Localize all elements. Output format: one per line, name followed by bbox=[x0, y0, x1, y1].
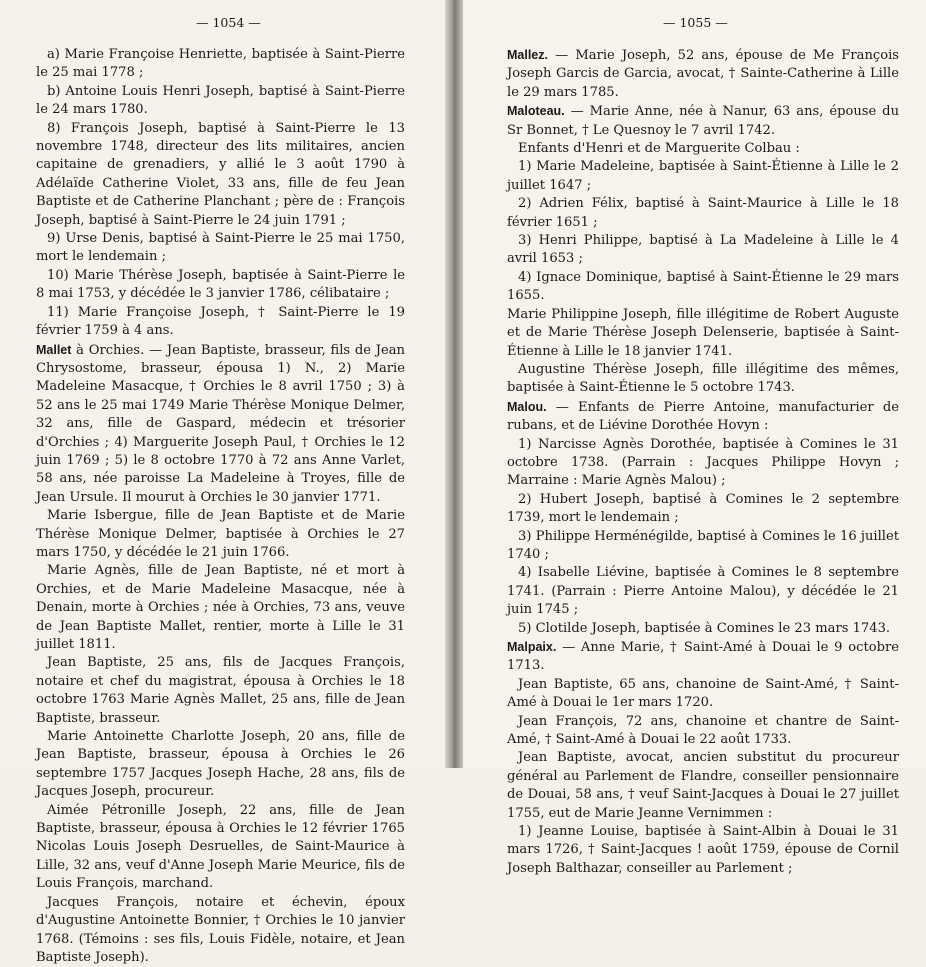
paragraph: 4) Ignace Dominique, baptisé à Saint-Étienne le 29 mars 1655. bbox=[507, 269, 899, 304]
right-page-number: — 1055 — bbox=[663, 15, 728, 30]
paragraph: 4) Isabelle Liévine, baptisée à Comines le 8 septembre 1741. (Parrain : Pierre Antoine Malou), y décédée le 21 juin 1745 ; bbox=[507, 565, 899, 618]
malou-entry bbox=[507, 398, 899, 436]
paragraph: Marie Isbergue, fille de Jean Baptiste et de Marie Thérèse Monique Delmer, baptisée à Orchies le 27 mars 1750, y décédée le 21 juin 1766. bbox=[36, 508, 405, 560]
paragraph: Jean Baptiste, 25 ans, fils de Jacques François, notaire et chef du magistrat, épousa à Orchies le 18 octobre 1763 Marie Agnès Mallet, 25 ans, fille de Jean Baptiste, brasseur. bbox=[36, 655, 405, 726]
paragraph: 10) Marie Thérèse Joseph, baptisée à Saint-Pierre le 8 mai 1753, y décédée le 3 janvier 1786, célibataire ; bbox=[36, 267, 405, 302]
maloteau-text: — Marie Anne, née à Nanur, 63 ans, épouse du Sr Bonnet, † Le Quesnoy le 7 avril 1742. bbox=[507, 104, 899, 138]
paragraph: Marie Agnès, fille de Jean Baptiste, né et mort à Orchies, et de Marie Madeleine Masacque, née à Denain, morte à Orchies ; née à Orchies, 73 ans, veuve de Jean Baptiste Mallet, rentier, morte à Lille le 31 juillet 1811. bbox=[36, 563, 405, 652]
right-page bbox=[463, 0, 926, 876]
maloteau-heading: Maloteau. bbox=[507, 104, 565, 119]
malou-heading: Malou. bbox=[507, 399, 547, 414]
book-gutter bbox=[445, 0, 463, 768]
paragraph: 1) Jeanne Louise, baptisée à Saint-Albin à Douai le 31 mars 1726, † Saint-Jacques ! août 1759, épouse de Cornil Joseph Balthazar, conseiller au Parlement ; bbox=[507, 824, 899, 876]
left-page-number: — 1054 — bbox=[196, 15, 261, 30]
paragraph: Jean Baptiste, 65 ans, chanoine de Saint-Amé, † Saint-Amé à Douai le 1er mars 1720. bbox=[507, 676, 899, 711]
maloteau-entry bbox=[507, 102, 899, 140]
paragraph: 9) Urse Denis, baptisé à Saint-Pierre le 25 mai 1750, mort le lendemain ; bbox=[36, 231, 405, 265]
malpaix-heading: Malpaix. bbox=[507, 640, 557, 654]
malou-text: — Enfants de Pierre Antoine, manufacturier de rubans, et de Liévine Dorothée Hovyn : bbox=[507, 399, 899, 434]
mallet-heading: Mallet bbox=[36, 342, 72, 357]
paragraph: Enfants d'Henri et de Marguerite Colbau : bbox=[518, 141, 800, 157]
paragraph: 1) Marie Madeleine, baptisée à Saint-Étienne à Lille le 2 juillet 1647 ; bbox=[507, 159, 899, 193]
mallez-heading: Mallez. bbox=[507, 48, 548, 62]
mallez-entry bbox=[507, 46, 899, 102]
paragraph: Augustine Thérèse Joseph, fille illégitime des mêmes, baptisée à Saint-Étienne le 5 octobre 1743. bbox=[507, 361, 899, 396]
paragraph: 2) Adrien Félix, baptisé à Saint-Maurice à Lille le 18 février 1651 ; bbox=[507, 196, 899, 230]
mallez-text: — Marie Joseph, 52 ans, épouse de Me François Joseph Garcis de Garcia, avocat, † Sainte-Catherine à Lille le 29 mars 1785. bbox=[507, 48, 899, 100]
mallet-text: à Orchies. — Jean Baptiste, brasseur, fils de Jean Chrysostome, brasseur, épousa 1) N., 2) Marie Madeleine Masacque, † Orchies le 8 avril 1750 ; 3) à 52 ans le 25 mai 1749 Marie Thérèse Monique Delmer, 32 ans, fille de Gaspard, médecin et trésorier d'Orchies ; 4) Marguerite Joseph Paul, † Orchies le 12 juin 1769 ; 5) le 8 octobre 1770 à 72 ans Anne Varlet, 58 ans, née paroisse La Madeleine à Troyes, fille de Jean Ursule. Il mourut à Orchies le 30 janvier 1771. bbox=[36, 342, 405, 505]
paragraph: 2) Hubert Joseph, baptisé à Comines le 2 septembre 1739, mort le lendemain ; bbox=[507, 491, 899, 526]
paragraph: Aimée Pétronille Joseph, 22 ans, fille de Jean Baptiste, brasseur, épousa à Orchies le 12 février 1765 Nicolas Louis Joseph Desruelles, de Saint-Maurice à Lille, 32 ans, veuf d'Anne Joseph Marie Meurice, fils de Louis François, marchand. bbox=[36, 802, 405, 892]
paragraph: Jean François, 72 ans, chanoine et chantre de Saint-Amé, † Saint-Amé à Douai le 22 août 1733. bbox=[507, 713, 899, 748]
malpaix-entry bbox=[507, 638, 899, 676]
right-page-body bbox=[507, 46, 899, 878]
paragraph: a) Marie Françoise Henriette, baptisée à Saint-Pierre le 25 mai 1778 ; bbox=[36, 47, 405, 81]
paragraph: 5) Clotilde Joseph, baptisée à Comines le 23 mars 1743. bbox=[518, 620, 891, 636]
paragraph: 3) Henri Philippe, baptisé à La Madeleine à Lille le 4 avril 1653 ; bbox=[507, 233, 899, 267]
paragraph: Marie Antoinette Charlotte Joseph, 20 ans, fille de Jean Baptiste, brasseur, épousa à Orchies le 26 septembre 1757 Jacques Joseph Hache, 28 ans, fils de Jacques Joseph, procureur. bbox=[36, 729, 405, 800]
malpaix-text: — Anne Marie, † Saint-Amé à Douai le 9 octobre 1713. bbox=[507, 640, 899, 674]
paragraph: 11) Marie Françoise Joseph, † Saint-Pierre le 19 février 1759 à 4 ans. bbox=[36, 304, 405, 339]
left-page-body bbox=[36, 46, 405, 967]
mallet-entry bbox=[36, 341, 405, 508]
paragraph: 3) Philippe Herménégilde, baptisé à Comines le 16 juillet 1740 ; bbox=[507, 528, 899, 562]
paragraph: 8) François Joseph, baptisé à Saint-Pierre le 13 novembre 1748, directeur des lits militaires, ancien capitaine de grenadiers, y allié le 3 août 1790 à Adélaïde Catherine Violet, 33 ans, fille de feu Jean Baptiste et de Catherine Planchant ; père de : François Joseph, baptisé à Saint-Pierre le 24 juin 1791 ; bbox=[36, 120, 405, 228]
paragraph: 1) Narcisse Agnès Dorothée, baptisée à Comines le 31 octobre 1738. (Parrain : Jacques Philippe Hovyn ; Marraine : Marie Agnès Malou) ; bbox=[507, 436, 899, 489]
left-page bbox=[0, 0, 445, 965]
paragraph: b) Antoine Louis Henri Joseph, baptisé à Saint-Pierre le 24 mars 1780. bbox=[36, 83, 405, 118]
paragraph: Marie Philippine Joseph, fille illégitime de Robert Auguste et de Marie Thérèse Joseph Delenserie, baptisée à Saint-Étienne à Lille le 18 janvier 1741. bbox=[507, 306, 899, 359]
paragraph: Jean Baptiste, avocat, ancien substitut du procureur général au Parlement de Flandre, conseiller pensionnaire de Douai, 58 ans, † veuf Saint-Jacques à Douai le 27 juillet 1755, eut de Marie Jeanne Vernimmen : bbox=[507, 750, 899, 821]
paragraph: Jacques François, notaire et échevin, époux d'Augustine Antoinette Bonnier, † Orchies le 10 janvier 1768. (Témoins : ses fils, Louis Fidèle, notaire, et Jean Baptiste Joseph). bbox=[36, 894, 405, 965]
